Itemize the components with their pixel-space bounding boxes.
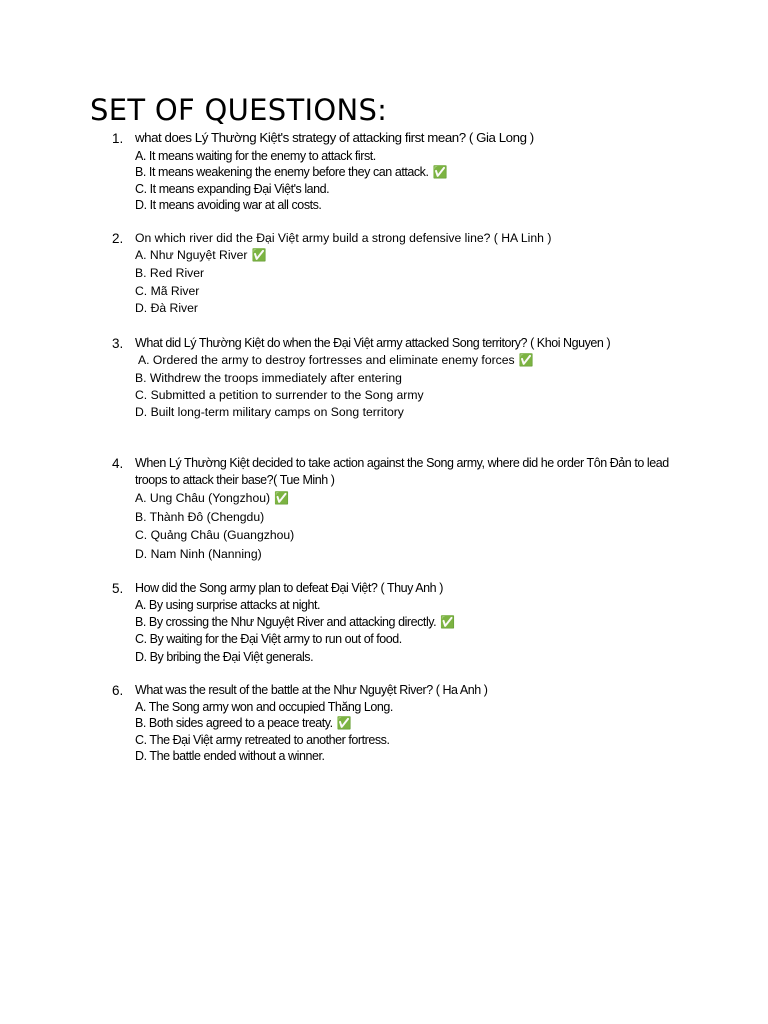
option-text: A. The Song army won and occupied Thăng Long. xyxy=(135,700,393,714)
check-mark-icon: ✅ xyxy=(432,165,447,179)
question-number: 3. xyxy=(112,336,124,351)
option-text: D. Nam Ninh (Nanning) xyxy=(135,547,262,561)
answer-option-correct xyxy=(138,352,534,369)
question-text: What was the result of the battle at the Như Nguyệt River? ( Ha Anh ) xyxy=(135,683,488,697)
option-text: A. By using surprise attacks at night. xyxy=(135,598,321,612)
option-text: B. Both sides agreed to a peace treaty. xyxy=(135,716,333,730)
option-text: B. It means weakening the enemy before they can attack. xyxy=(135,165,429,179)
answer-option xyxy=(135,509,264,526)
check-mark-icon: ✅ xyxy=(440,615,455,629)
answer-option xyxy=(135,148,376,165)
question-number: 4. xyxy=(112,456,124,471)
check-mark-icon: ✅ xyxy=(251,248,267,262)
question-number: 5. xyxy=(112,581,124,596)
option-text: D. By bribing the Đại Việt generals. xyxy=(135,650,314,664)
option-text: C. It means expanding Đại Việt's land. xyxy=(135,182,330,196)
answer-option xyxy=(135,370,402,387)
answer-option xyxy=(135,631,402,648)
option-text: A. Như Nguyệt River xyxy=(135,248,248,262)
question-text: what does Lý Thường Kiệt's strategy of attacking first mean? ( Gia Long ) xyxy=(135,130,534,145)
option-text: A. It means waiting for the enemy to attack first. xyxy=(135,149,376,163)
answer-option-correct xyxy=(135,490,289,507)
option-text: C. The Đại Việt army retreated to another fortress. xyxy=(135,733,390,747)
answer-option xyxy=(135,181,329,198)
option-text: C. Mã River xyxy=(135,284,200,298)
answer-option xyxy=(135,546,262,563)
option-text: A. Ung Châu (Yongzhou) xyxy=(135,491,271,505)
question-text: What did Lý Thường Kiệt do when the Đại Việt army attacked Song territory? ( Khoi Nguyen ) xyxy=(135,336,611,350)
answer-option xyxy=(135,387,424,404)
answer-option xyxy=(135,283,199,300)
option-text: D. Built long-term military camps on Song territory xyxy=(135,405,404,419)
page-title: SET OF QUESTIONS: xyxy=(90,93,388,127)
answer-option xyxy=(135,597,320,614)
option-text: D. Đà River xyxy=(135,301,198,315)
answer-option xyxy=(135,732,390,749)
answer-option-correct xyxy=(135,247,266,264)
option-text: B. By crossing the Như Nguyệt River and attacking directly. xyxy=(135,615,437,629)
question-text: On which river did the Đại Việt army build a strong defensive line? ( HA Linh ) xyxy=(135,231,552,245)
answer-option-correct xyxy=(135,715,351,732)
option-text: C. By waiting for the Đại Việt army to run out of food. xyxy=(135,632,402,646)
question-number: 2. xyxy=(112,231,124,246)
option-text: A. Ordered the army to destroy fortresses and eliminate enemy forces xyxy=(138,353,515,367)
question-number: 1. xyxy=(112,131,124,146)
check-mark-icon: ✅ xyxy=(518,353,534,367)
answer-option xyxy=(135,699,393,716)
check-mark-icon: ✅ xyxy=(274,491,290,505)
answer-option-correct xyxy=(135,614,455,631)
answer-option xyxy=(135,649,313,666)
answer-option xyxy=(135,404,404,421)
option-text: B. Withdrew the troops immediately after entering xyxy=(135,371,402,385)
question-text: How did the Song army plan to defeat Đại Việt? ( Thuy Anh ) xyxy=(135,581,443,595)
answer-option xyxy=(135,527,294,544)
question-text: When Lý Thường Kiệt decided to take action against the Song army, where did he order Tôn Đản to lead troops to attack their base?( Tue Minh ) xyxy=(135,456,669,487)
answer-option xyxy=(135,748,325,765)
option-text: B. Thành Đô (Chengdu) xyxy=(135,510,265,524)
answer-option xyxy=(135,265,204,282)
question-number: 6. xyxy=(112,683,124,698)
answer-option-correct xyxy=(135,164,447,181)
option-text: C. Submitted a petition to surrender to the Song army xyxy=(135,388,424,402)
option-text: C. Quảng Châu (Guangzhou) xyxy=(135,528,295,542)
option-text: B. Red River xyxy=(135,266,205,280)
option-text: D. It means avoiding war at all costs. xyxy=(135,198,322,212)
check-mark-icon: ✅ xyxy=(336,716,352,730)
answer-option xyxy=(135,197,321,214)
option-text: D. The battle ended without a winner. xyxy=(135,749,325,763)
answer-option xyxy=(135,300,198,317)
